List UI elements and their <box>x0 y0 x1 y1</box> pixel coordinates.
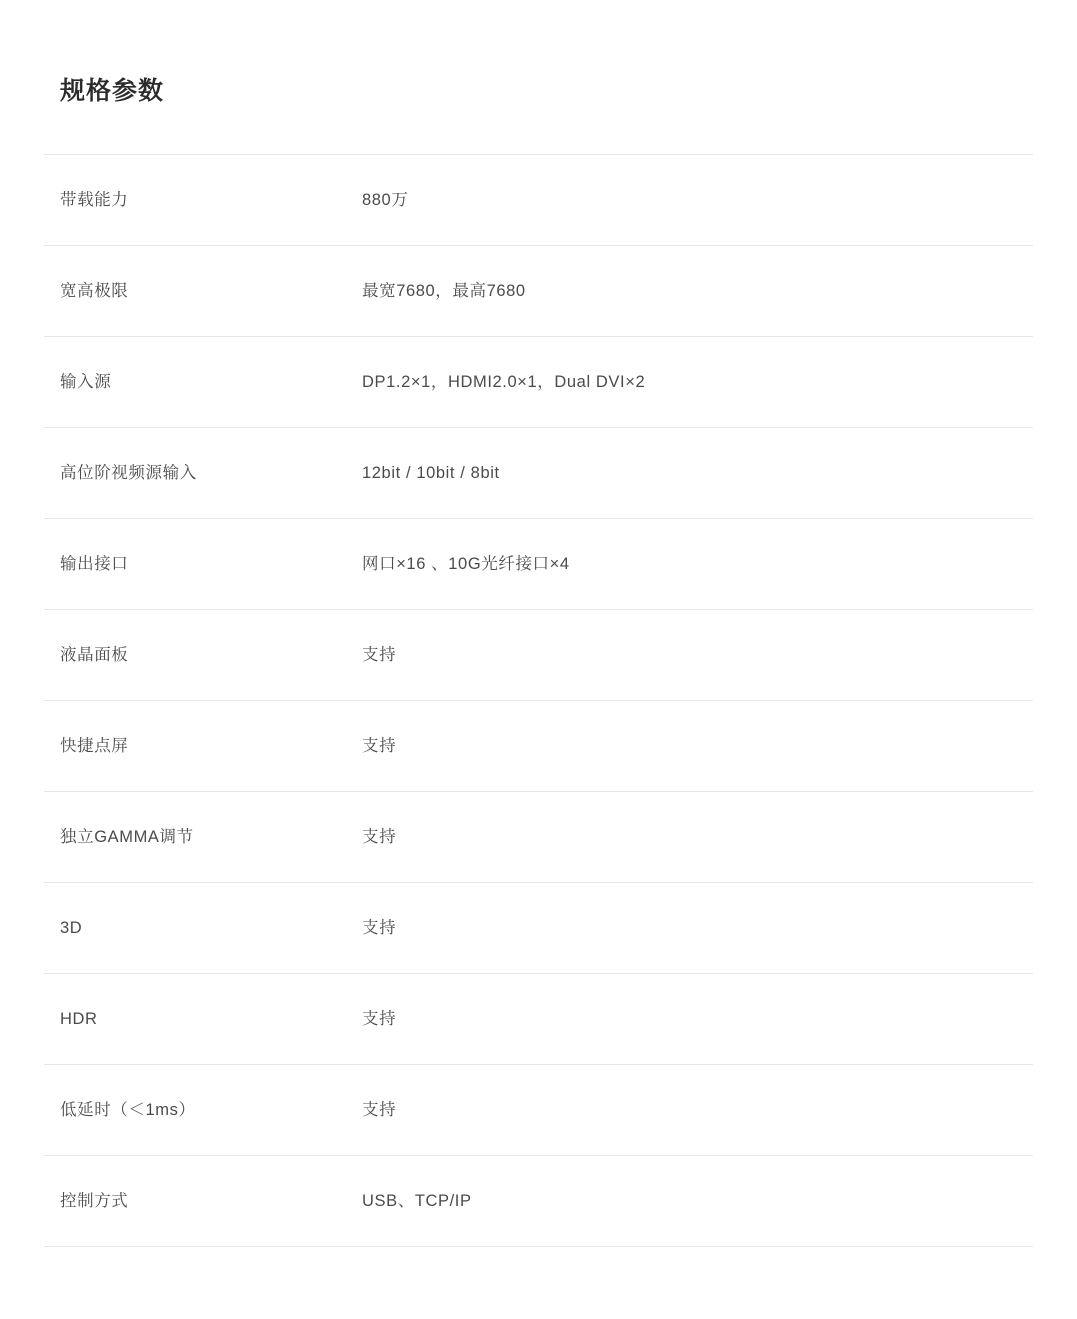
spec-value: DP1.2×1，HDMI2.0×1，Dual DVI×2 <box>362 373 646 391</box>
table-row <box>44 155 1033 246</box>
spec-label: 3D <box>60 919 83 937</box>
spec-value: 支持 <box>362 646 397 664</box>
table-row <box>44 1065 1033 1156</box>
spec-label: 输入源 <box>60 373 112 391</box>
spec-label: 独立GAMMA调节 <box>60 828 194 846</box>
spec-value: USB、TCP/IP <box>362 1192 472 1210</box>
table-row <box>44 974 1033 1065</box>
spec-value: 最宽7680，最高7680 <box>362 282 526 300</box>
spec-label: 快捷点屏 <box>60 737 129 755</box>
spec-label: 带载能力 <box>60 191 129 209</box>
spec-value: 880万 <box>362 191 409 209</box>
spec-label: HDR <box>60 1010 98 1028</box>
table-row <box>44 792 1033 883</box>
spec-label: 高位阶视频源输入 <box>60 464 197 482</box>
spec-value: 网口×16 、10G光纤接口×4 <box>362 555 570 573</box>
table-row <box>44 428 1033 519</box>
table-row <box>44 519 1033 610</box>
spec-label: 控制方式 <box>60 1192 129 1210</box>
spec-value: 支持 <box>362 828 397 846</box>
table-row <box>44 246 1033 337</box>
spec-value: 支持 <box>362 737 397 755</box>
spec-table <box>44 154 1033 1247</box>
table-row <box>44 1156 1033 1247</box>
table-row <box>44 337 1033 428</box>
spec-label: 低延时（＜1ms） <box>60 1101 196 1119</box>
spec-label: 液晶面板 <box>60 646 129 664</box>
spec-value: 12bit / 10bit / 8bit <box>362 464 500 482</box>
page-title: 规格参数 <box>60 77 165 105</box>
table-row <box>44 883 1033 974</box>
table-row <box>44 610 1033 701</box>
spec-label: 宽高极限 <box>60 282 129 300</box>
spec-value: 支持 <box>362 919 397 937</box>
spec-value: 支持 <box>362 1010 397 1028</box>
spec-label: 输出接口 <box>60 555 129 573</box>
spec-table-body <box>44 155 1033 1247</box>
spec-value: 支持 <box>362 1101 397 1119</box>
table-row <box>44 701 1033 792</box>
